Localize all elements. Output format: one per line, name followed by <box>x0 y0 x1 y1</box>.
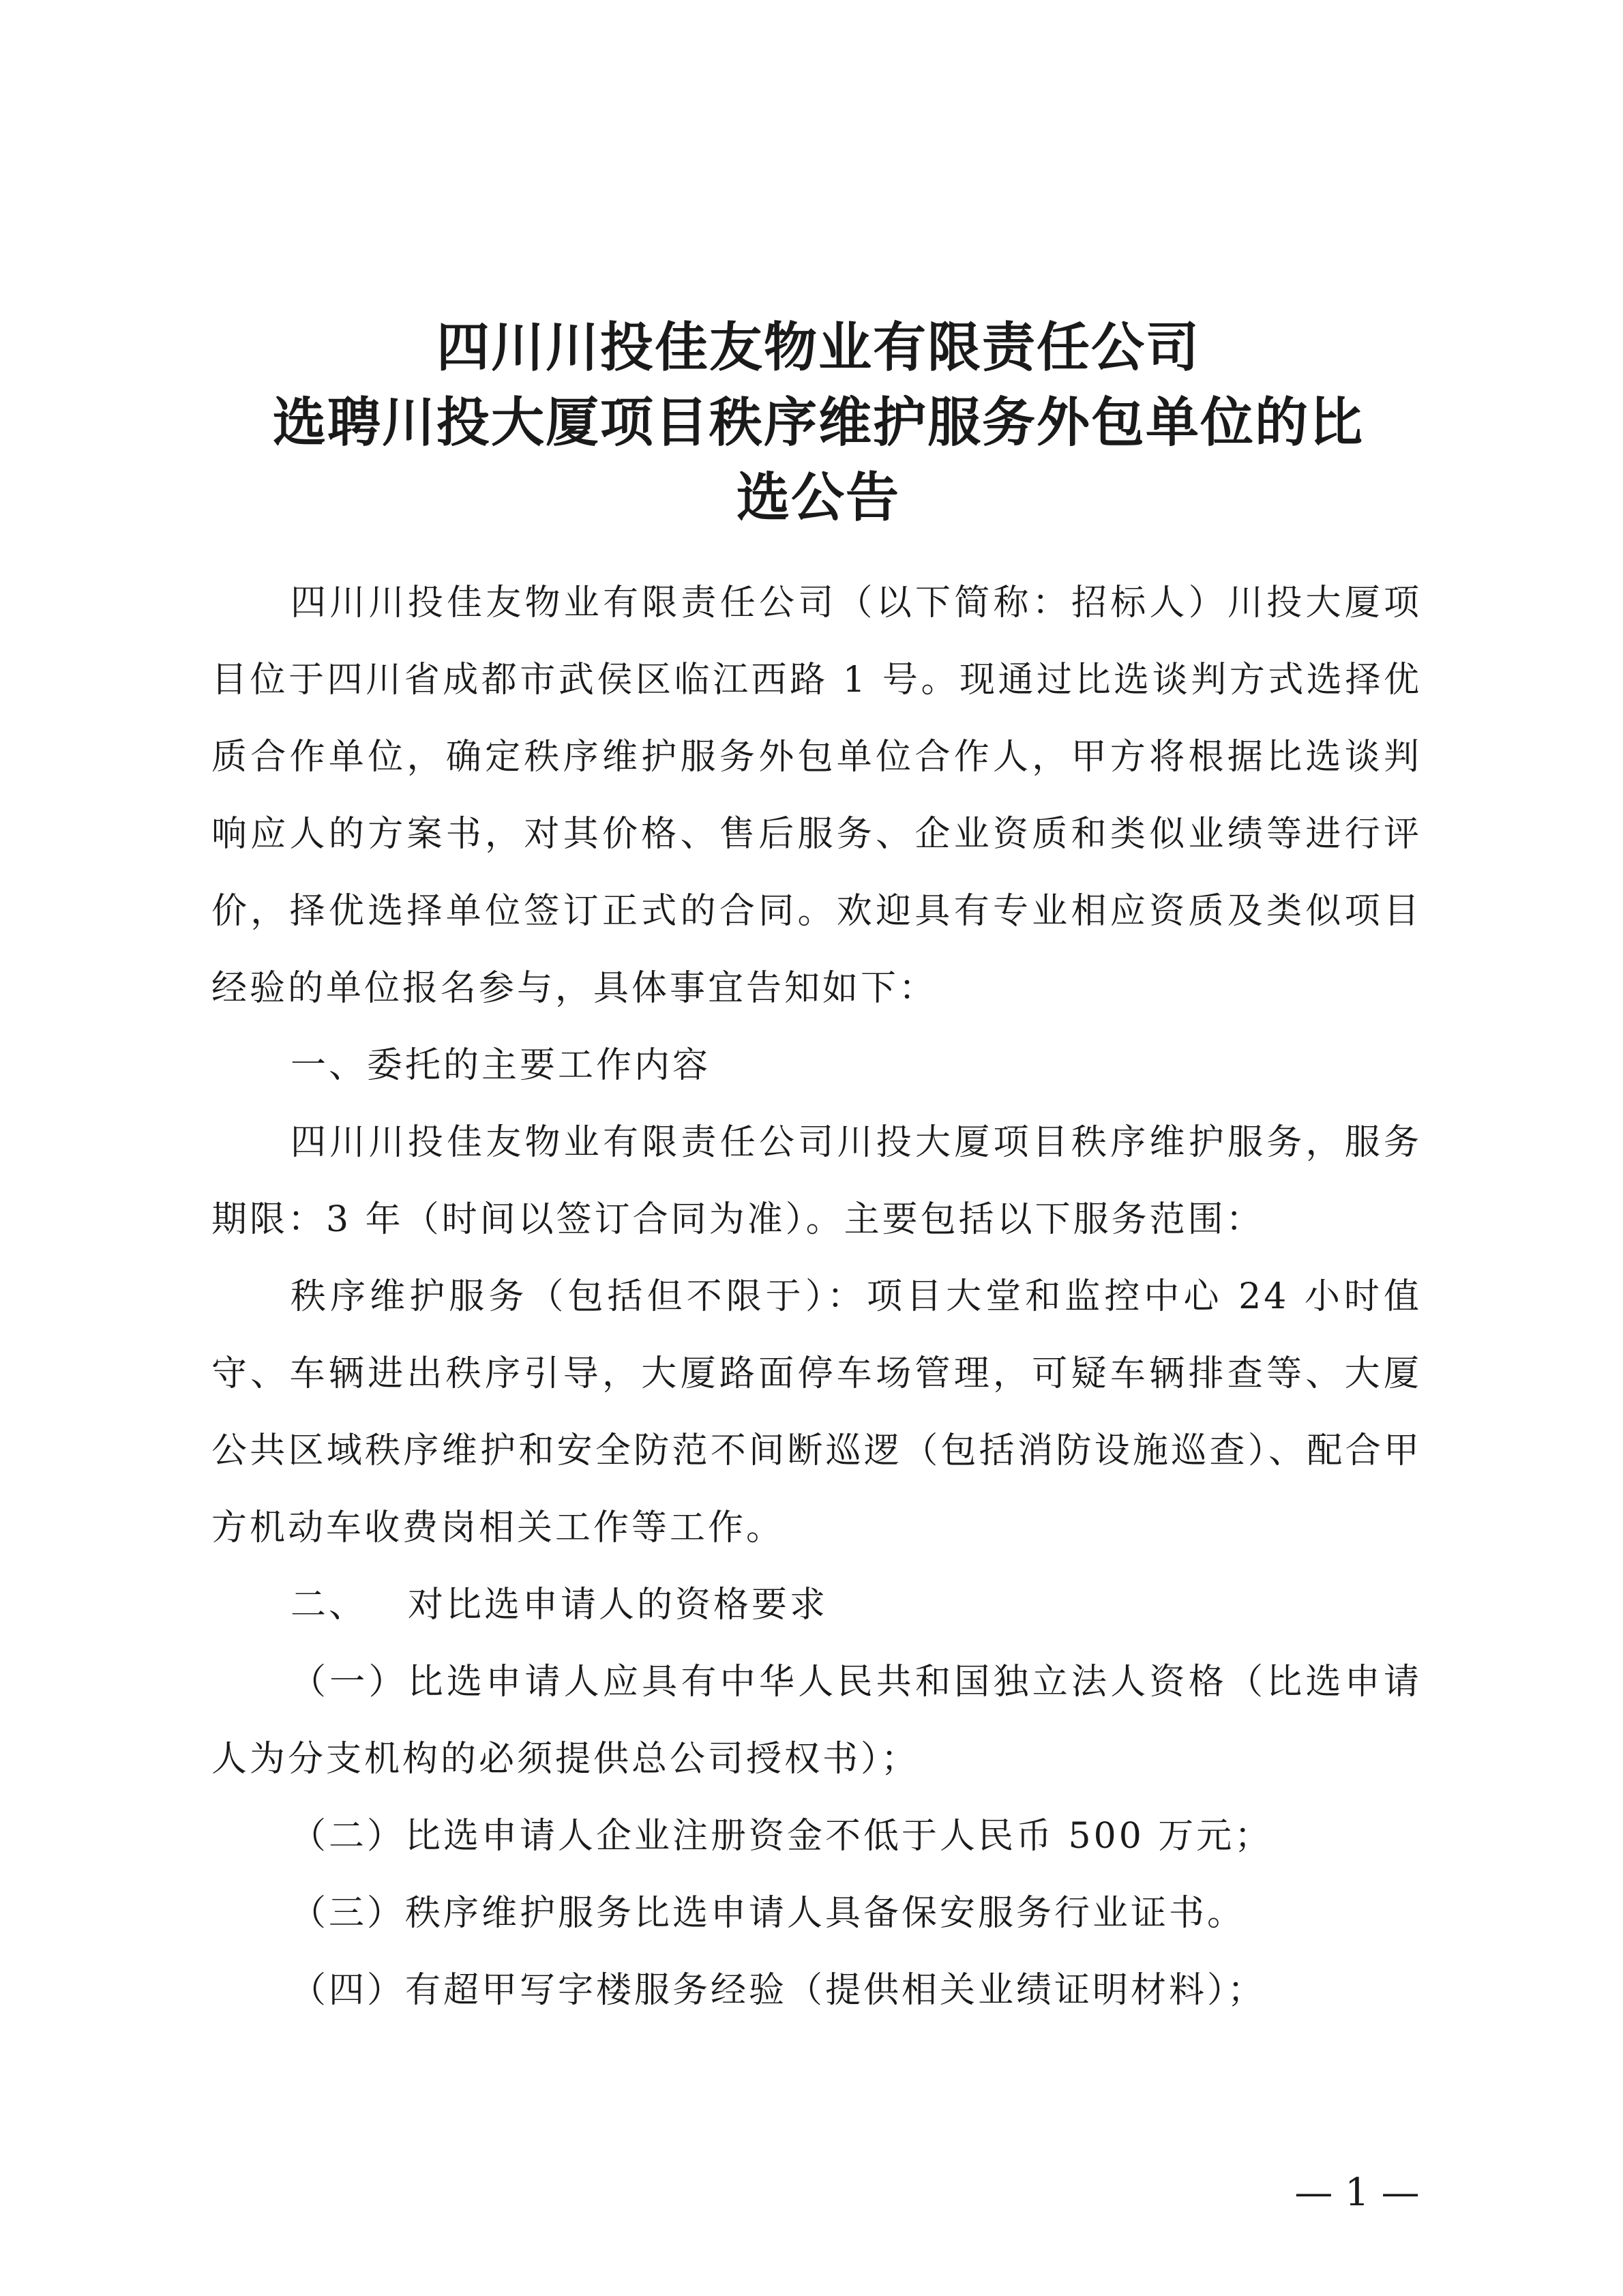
section-2-heading <box>211 1567 1422 1644</box>
section-1-paragraph-1: 四川川投佳友物业有限责任公司川投大厦项目秩序维护服务，服务期限：3 年（时间以签订合同为准）。主要包括以下服务范围： <box>211 1122 1422 1240</box>
announcement-title <box>205 310 1432 535</box>
title-line-3: 选公告 <box>736 467 900 529</box>
page-number: — 1 — <box>1294 2170 1420 2215</box>
qualification-item: （一）比选申请人应具有中华人民共和国独立法人资格（比选申请人为分支机构的必须提供总公司授权书）； <box>211 1662 1422 1780</box>
section-2-heading-text: 对比选申请人的资格要求 <box>408 1585 829 1625</box>
qualification-item: （二）比选申请人企业注册资金不低于人民币 500 万元； <box>291 1816 1273 1857</box>
intro-paragraph: 四川川投佳友物业有限责任公司（以下简称：招标人）川投大厦项目位于四川省成都市武侯区临江西路 1 号。现通过比选谈判方式选择优质合作单位，确定秩序维护服务外包单位合作人，甲方将根据比选谈判响应人的方案书，对其价格、售后服务、企业资质和类似业绩等进行评价，择优选择单位签订正式的合同。欢迎具有专业相应资质及类似项目经验的单位报名参与，具体事宜告知如下： <box>211 583 1422 1009</box>
announcement-body <box>211 565 1422 2029</box>
section-1-paragraph-2: 秩序维护服务（包括但不限于）：项目大堂和监控中心 24 小时值守、车辆进出秩序引导，大厦路面停车场管理，可疑车辆排查等、大厦公共区域秩序维护和安全防范不间断巡逻（包括消防设施巡查）、配合甲方机动车收费岗相关工作等工作。 <box>211 1276 1422 1548</box>
title-line-2: 选聘川投大厦项目秩序维护服务外包单位的比 <box>272 392 1364 454</box>
section-1-heading: 一、委托的主要工作内容 <box>291 1045 711 1086</box>
qualification-item: （三）秩序维护服务比选申请人具备保安服务行业证书。 <box>291 1893 1246 1934</box>
section-2-heading-number: 二、 <box>291 1585 368 1625</box>
title-line-1: 四川川投佳友物业有限责任公司 <box>436 317 1200 379</box>
qualification-item: （四）有超甲写字楼服务经验（提供相关业绩证明材料）； <box>291 1970 1266 2011</box>
